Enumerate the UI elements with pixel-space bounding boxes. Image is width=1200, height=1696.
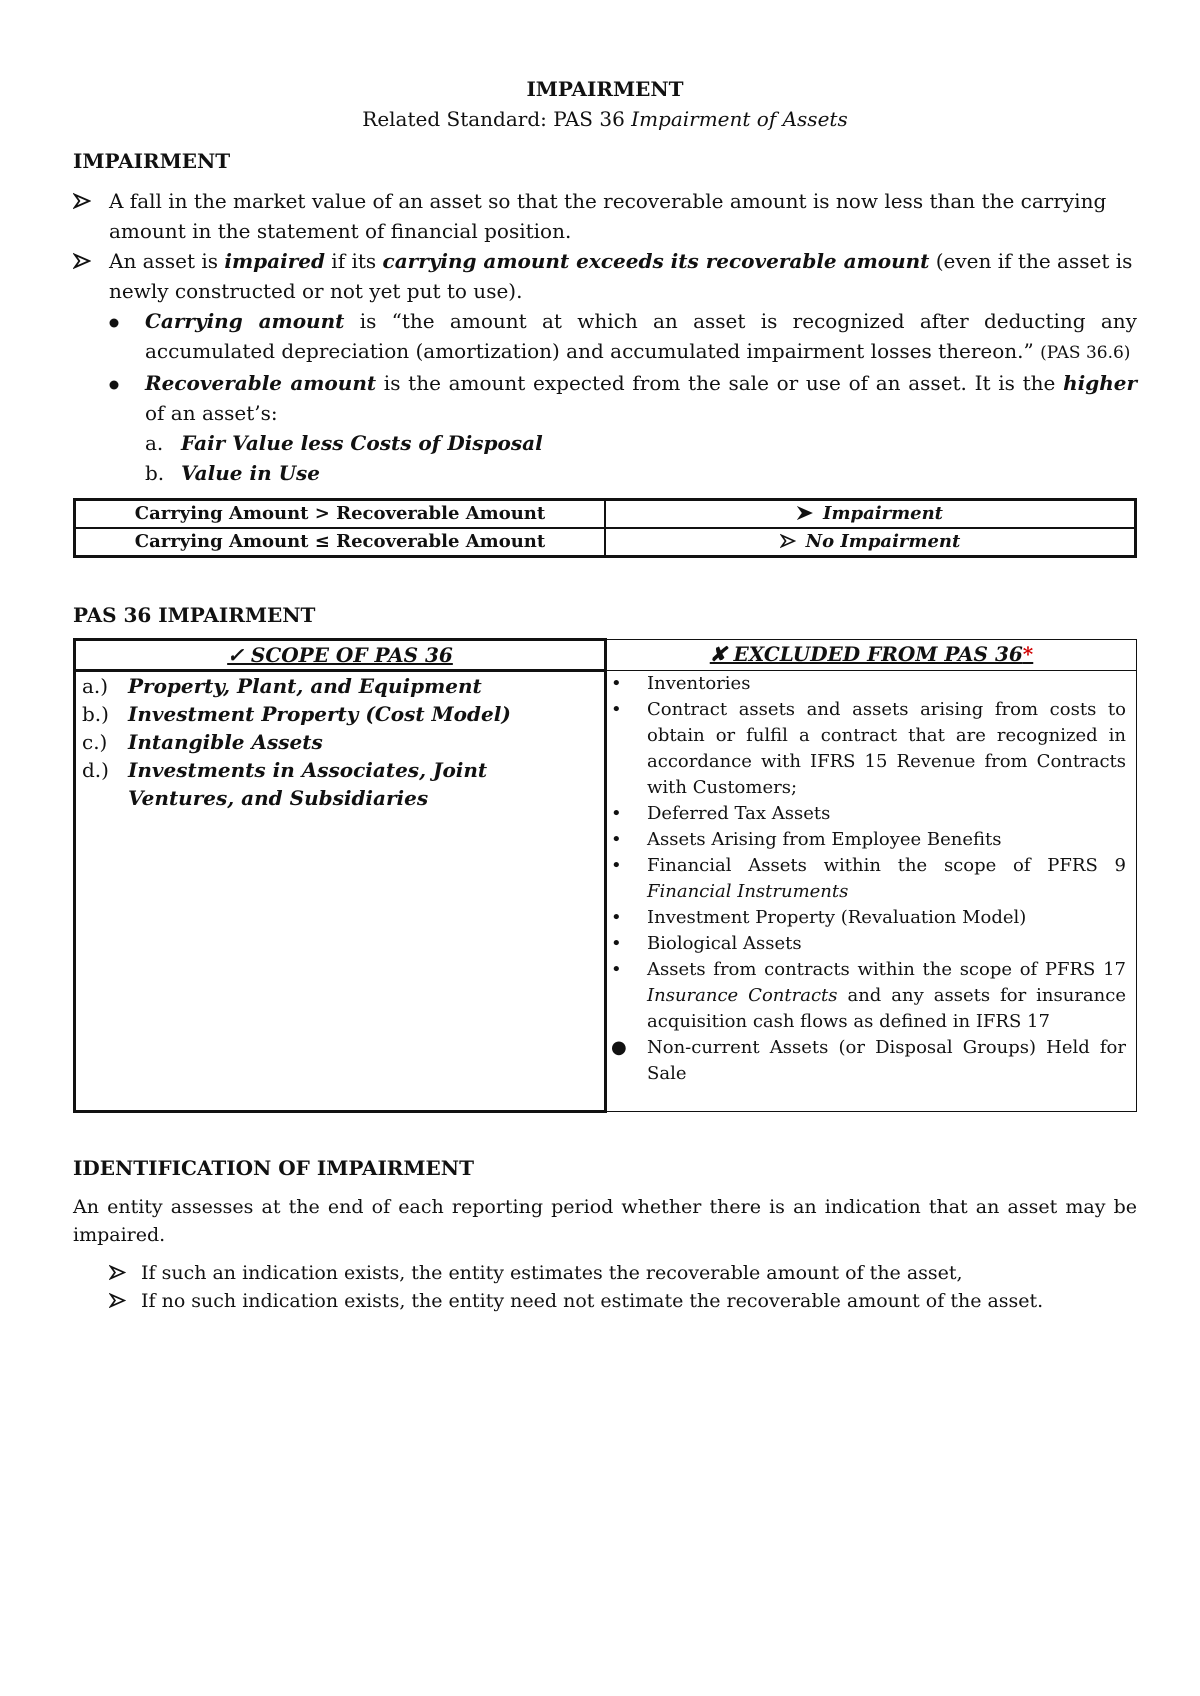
dot-bullet-icon (109, 306, 139, 336)
list-item (73, 186, 1137, 246)
dot-bullet-icon: • (611, 933, 622, 954)
identification-item-text: If no such indication exists, the entity need not estimate the recoverable amount of the asset. (141, 1290, 1044, 1312)
subtitle-standard-name: Impairment of Assets (631, 107, 848, 131)
dot-bullet-icon: • (611, 803, 622, 824)
excluded-item-text: Biological Assets (647, 933, 802, 954)
list-item (145, 428, 1137, 458)
excluded-header (606, 640, 1137, 671)
identification-paragraph: An entity assesses at the end of each reporting period whether there is an indication that an asset may be impaired. (73, 1196, 1137, 1246)
list-item (145, 458, 1137, 488)
dot-bullet-icon: • (611, 699, 622, 720)
page-subtitle (73, 104, 1137, 134)
comparison-result: Impairment (823, 503, 943, 524)
identification-list (73, 1259, 1137, 1315)
list-item (611, 697, 1126, 801)
excluded-item-text: Assets from contracts within the scope of PFRS 17 (647, 959, 1126, 980)
dot-bullet-icon: • (611, 855, 622, 876)
carrying-amount-reference: (PAS 36.6) (1040, 343, 1131, 363)
impaired-text-part: An asset is (109, 249, 225, 273)
scope-item-label: Intangible Assets (128, 730, 323, 754)
scope-item-label: Investment Property (Cost Model) (128, 702, 511, 726)
list-item (611, 827, 1126, 853)
excluded-item-text: Inventories (647, 673, 751, 694)
scope-list (82, 672, 598, 812)
excluded-cell (606, 671, 1137, 1112)
subtitle-prefix: Related Standard: PAS 36 (362, 107, 632, 131)
impairment-condition: carrying amount exceeds its recoverable amount (382, 249, 930, 273)
scope-cell (75, 671, 606, 1112)
list-item (73, 246, 1137, 488)
arrow-bullet-icon (109, 1287, 126, 1317)
excluded-item-standard: Insurance Contracts (647, 985, 838, 1006)
page-title: IMPAIRMENT (526, 77, 684, 101)
excluded-item-standard: Financial Instruments (647, 881, 849, 902)
pas36-scope-table (73, 638, 1137, 1113)
arrow-bullet-icon (780, 531, 806, 552)
list-item (611, 957, 1126, 1035)
impaired-text-part: (even if the asset is newly constructed or not yet put to use). (109, 249, 1133, 303)
excluded-header-label: ✘ EXCLUDED FROM PAS 36 (709, 642, 1023, 666)
table-row (75, 671, 1137, 1112)
arrow-bullet-icon (109, 1259, 126, 1289)
list-item (109, 1287, 1137, 1315)
identification-item-text: If such an indication exists, the entity estimates the recoverable amount of the asset, (141, 1262, 963, 1284)
recoverable-amount-definition: is the amount expected from the sale or use of an asset. It is the (376, 371, 1064, 395)
list-item (82, 672, 598, 700)
list-marker: a.) (82, 674, 109, 698)
table-cell (605, 528, 1136, 557)
dot-bullet-icon: • (611, 829, 622, 850)
table-row (75, 500, 1136, 529)
dot-bullet-icon: ● (611, 1037, 627, 1058)
scope-item-label: Investments in Associates, Joint Ventures, and Subsidiaries (128, 758, 488, 810)
dot-bullet-icon: • (611, 907, 622, 928)
table-row (75, 528, 1136, 557)
arrow-bullet-icon (73, 186, 103, 218)
excluded-list (611, 671, 1126, 1087)
impairment-definition-text: A fall in the market value of an asset so that the recoverable amount is now less than the carrying amount in the statement of financial position. (109, 189, 1107, 243)
dot-bullet-icon: • (611, 673, 622, 694)
dot-bullet-icon (109, 368, 139, 398)
list-item (611, 801, 1126, 827)
section-heading-impairment: IMPAIRMENT (73, 149, 231, 173)
list-item (611, 853, 1126, 905)
table-cell (605, 500, 1136, 529)
excluded-item-text: and any assets for insurance acquisition cash flows as defined in IFRS 17 (647, 985, 1126, 1032)
list-marker: b. (145, 461, 165, 485)
scope-item-label: Property, Plant, and Equipment (128, 674, 482, 698)
recoverable-amount-definition: of an asset’s: (145, 401, 278, 425)
impairment-comparison-table (73, 498, 1137, 558)
arrow-bullet-icon (73, 246, 103, 278)
impairment-definition-list (73, 186, 1137, 488)
dot-bullet-icon: • (611, 959, 622, 980)
recoverable-amount-options (145, 428, 1137, 488)
list-item (82, 728, 598, 756)
term-definition-list (109, 306, 1137, 488)
arrow-bullet-icon (797, 503, 823, 524)
excluded-item-text: Contract assets and assets arising from costs to obtain or fulfil a contract that are recognized in accordance with IFRS 15 Revenue from Contracts with Customers; (647, 699, 1126, 798)
excluded-item-text: Assets Arising from Employee Benefits (647, 829, 1002, 850)
list-item (611, 1035, 1126, 1087)
excluded-item-text: Financial Assets within the scope of PFRS 9 (647, 855, 1126, 876)
table-cell: Carrying Amount ≤ Recoverable Amount (75, 528, 606, 557)
list-item (611, 931, 1126, 957)
table-header-row (75, 640, 1137, 671)
option-label: Fair Value less Costs of Disposal (181, 431, 543, 455)
list-marker: a. (145, 431, 164, 455)
list-marker: c.) (82, 730, 108, 754)
list-marker: d.) (82, 758, 109, 782)
option-label: Value in Use (181, 461, 320, 485)
document-page (73, 74, 1137, 1315)
excluded-item-text: Non-current Assets (or Disposal Groups) Held for Sale (647, 1037, 1126, 1084)
list-item (109, 368, 1137, 488)
scope-header: ✓ SCOPE OF PAS 36 (75, 640, 606, 671)
impaired-text-part: if its (324, 249, 383, 273)
excluded-asterisk: * (1022, 642, 1034, 666)
excluded-item-text: Investment Property (Revaluation Model) (647, 907, 1027, 928)
excluded-item-text: Deferred Tax Assets (647, 803, 831, 824)
table-cell: Carrying Amount > Recoverable Amount (75, 500, 606, 529)
carrying-amount-term: Carrying amount (145, 309, 345, 333)
section-heading-pas36: PAS 36 IMPAIRMENT (73, 603, 316, 627)
carrying-amount-definition: is “the amount at which an asset is recognized after deducting any accumulated depreciation (amortization) and accumulated impairment losses thereon.” (145, 309, 1137, 363)
comparison-result: No Impairment (805, 531, 961, 552)
higher-term: higher (1063, 371, 1138, 395)
list-marker: b.) (82, 702, 109, 726)
list-item (82, 756, 598, 812)
section-heading-identification: IDENTIFICATION OF IMPAIRMENT (73, 1156, 474, 1180)
list-item (611, 671, 1126, 697)
list-item (82, 700, 598, 728)
impaired-term: impaired (224, 249, 325, 273)
list-item (109, 306, 1137, 368)
list-item (611, 905, 1126, 931)
list-item (109, 1259, 1137, 1287)
recoverable-amount-term: Recoverable amount (145, 371, 377, 395)
